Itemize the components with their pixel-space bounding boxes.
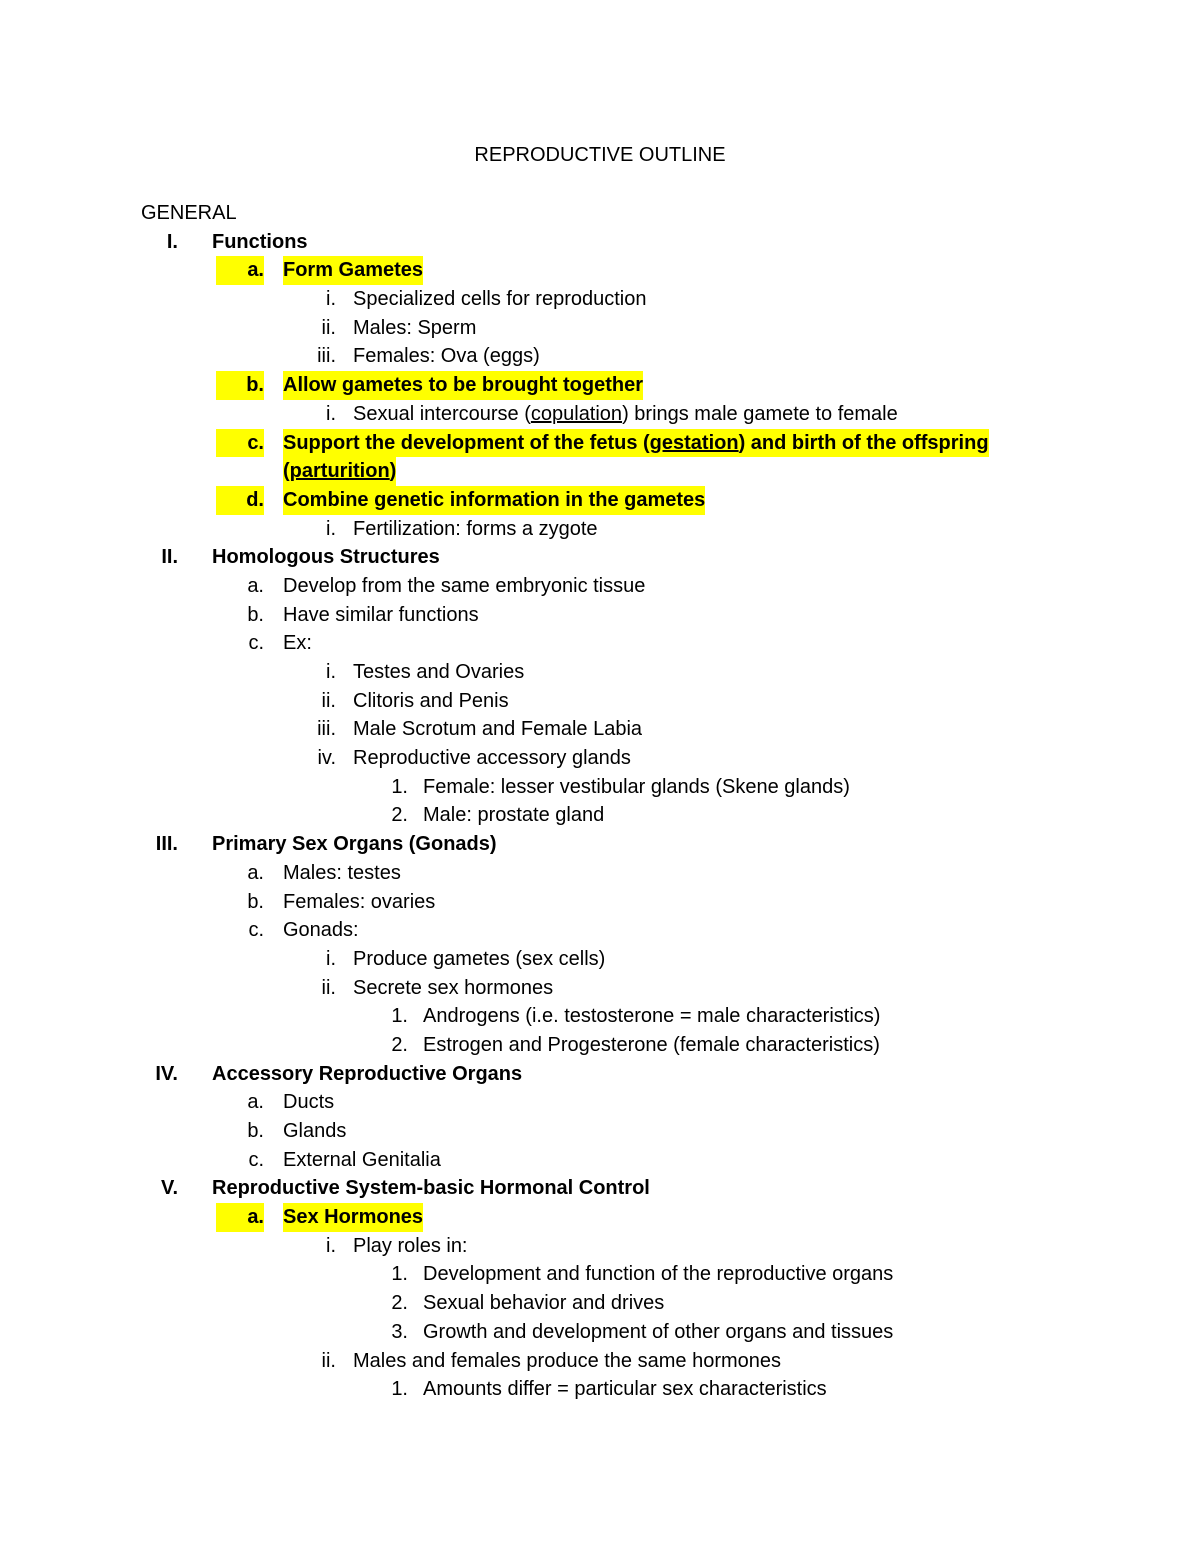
outline-item (0, 1146, 1200, 1175)
item-marker: V. (160, 1177, 178, 1200)
item-text: External Genitalia (283, 1148, 441, 1171)
item-marker: i. (326, 661, 336, 683)
item-marker: iv. (317, 747, 336, 770)
outline-item (0, 572, 1200, 601)
item-text: Gonads: (283, 919, 359, 942)
item-text: Male: prostate gland (423, 804, 605, 827)
item-marker: 1. (391, 1005, 408, 1028)
outline-item (0, 256, 1200, 285)
item-text: Reproductive accessory glands (353, 747, 631, 770)
item-text: Females: Ova (eggs) (353, 345, 540, 368)
item-marker: i. (326, 288, 336, 311)
item-text: Clitoris and Penis (353, 689, 509, 712)
item-text-pre: Sexual intercourse ( (353, 402, 531, 425)
section-heading (0, 199, 1200, 228)
item-marker: 1. (391, 1263, 408, 1286)
outline-item (0, 1318, 1200, 1347)
item-marker: i. (326, 947, 336, 970)
item-marker: d. (216, 486, 264, 515)
outline-item (0, 773, 1200, 802)
outline-item (0, 715, 1200, 744)
item-text: Accessory Reproductive Organs (212, 1062, 523, 1085)
outline-item (0, 629, 1200, 658)
item-marker: 3. (391, 1320, 408, 1343)
outline-item (0, 1031, 1200, 1060)
item-text (353, 400, 898, 429)
item-marker: c. (248, 632, 264, 655)
item-marker: 1. (391, 1378, 408, 1401)
item-text: Develop from the same embryonic tissue (283, 574, 646, 597)
item-text: Ex: (283, 632, 312, 655)
item-marker: a. (247, 1091, 264, 1114)
item-marker: a. (216, 1203, 264, 1232)
item-marker: i. (326, 517, 336, 540)
item-text: Androgens (i.e. testosterone = male characteristics) (423, 1005, 881, 1028)
outline-item (0, 1260, 1200, 1289)
item-marker: c. (248, 919, 264, 942)
outline-item (0, 228, 1200, 257)
outline-item (0, 859, 1200, 888)
item-marker: ii. (321, 316, 336, 339)
item-text: Functions (212, 230, 308, 253)
item-text-post: ) (389, 460, 397, 483)
item-text: Males: Sperm (353, 316, 477, 339)
item-marker: c. (248, 1148, 264, 1171)
item-text: Development and function of the reproductive organs (423, 1263, 894, 1286)
item-text: Homologous Structures (212, 546, 440, 569)
item-text: Combine genetic information in the gametes (283, 486, 705, 515)
outline-item (0, 916, 1200, 945)
outline-item (0, 1088, 1200, 1117)
section-heading-text: GENERAL (141, 202, 237, 224)
outline-item (0, 974, 1200, 1003)
outline (0, 199, 1200, 1404)
item-marker: b. (247, 890, 264, 913)
item-text (283, 457, 396, 486)
item-text: Ducts (283, 1091, 335, 1114)
outline-item (0, 1289, 1200, 1318)
item-marker: c. (216, 429, 264, 458)
item-text: Have similar functions (283, 603, 479, 626)
outline-item (0, 744, 1200, 773)
outline-item (0, 543, 1200, 572)
item-marker: a. (247, 574, 264, 597)
outline-item (0, 658, 1200, 687)
item-text: Allow gametes to be brought together (283, 371, 643, 400)
item-marker: 2. (391, 804, 408, 827)
item-marker: ii. (321, 689, 336, 712)
outline-item (0, 601, 1200, 630)
outline-item (0, 371, 1200, 400)
item-text: Male Scrotum and Female Labia (353, 718, 643, 741)
item-marker: b. (216, 371, 264, 400)
item-term: parturition (289, 460, 390, 483)
item-text: Female: lesser vestibular glands (Skene glands) (423, 775, 850, 798)
item-text: Sex Hormones (283, 1203, 423, 1232)
item-marker: ii. (321, 1349, 336, 1372)
item-text: Primary Sex Organs (Gonads) (212, 833, 497, 856)
item-text: Form Gametes (283, 256, 423, 285)
item-marker: II. (161, 546, 178, 569)
item-text: Females: ovaries (283, 890, 436, 913)
outline-item (0, 486, 1200, 515)
outline-item (0, 429, 1200, 458)
item-term: copulation (530, 402, 623, 425)
item-marker: ii. (321, 976, 336, 999)
outline-item (0, 830, 1200, 859)
item-text: Play roles in: (353, 1234, 468, 1257)
item-marker: iii. (317, 718, 336, 741)
item-marker: i. (326, 402, 336, 425)
outline-item (0, 1174, 1200, 1203)
outline-item (0, 687, 1200, 716)
item-text: Males and females produce the same hormones (353, 1349, 782, 1372)
item-marker: a. (247, 861, 264, 884)
outline-item (0, 801, 1200, 830)
item-text: Males: testes (283, 861, 401, 884)
item-text: Testes and Ovaries (353, 661, 525, 683)
item-marker: 2. (391, 1292, 408, 1315)
item-marker: iii. (317, 345, 336, 368)
item-text: Fertilization: forms a zygote (353, 517, 598, 540)
outline-item (0, 314, 1200, 343)
outline-item (0, 1060, 1200, 1089)
outline-item (0, 1232, 1200, 1261)
item-marker: III. (155, 833, 178, 856)
item-text (283, 429, 989, 458)
item-marker: 1. (391, 775, 408, 798)
item-text-pre: Support the development of the fetus ( (283, 431, 650, 454)
item-text: Specialized cells for reproduction (353, 288, 647, 311)
outline-item (0, 285, 1200, 314)
item-marker: i. (326, 1234, 336, 1257)
outline-item-continuation (0, 457, 1200, 486)
outline-item (0, 342, 1200, 371)
outline-item (0, 400, 1200, 429)
item-text: Glands (283, 1120, 347, 1142)
outline-item (0, 515, 1200, 544)
item-text-pre: ( (283, 460, 290, 483)
item-text: Secrete sex hormones (353, 976, 554, 999)
item-term: gestation (649, 431, 739, 454)
outline-item (0, 1375, 1200, 1404)
item-text: Amounts differ = particular sex characteristics (423, 1378, 827, 1401)
item-text: Sexual behavior and drives (423, 1292, 665, 1315)
item-marker: IV. (155, 1062, 178, 1085)
item-marker: I. (166, 230, 178, 253)
item-text-post: ) brings male gamete to female (622, 402, 898, 425)
outline-item (0, 945, 1200, 974)
item-text: Produce gametes (sex cells) (353, 947, 606, 970)
outline-item (0, 1117, 1200, 1146)
item-marker: b. (247, 603, 264, 626)
outline-item (0, 888, 1200, 917)
item-text: Estrogen and Progesterone (female characteristics) (423, 1033, 880, 1056)
item-marker: b. (247, 1120, 264, 1142)
item-marker: 2. (391, 1033, 408, 1056)
outline-item (0, 1203, 1200, 1232)
outline-item (0, 1002, 1200, 1031)
document-title: REPRODUCTIVE OUTLINE (474, 144, 726, 166)
item-text-post: ) and birth of the offspring (738, 431, 989, 454)
item-marker: a. (216, 256, 264, 285)
item-text: Reproductive System-basic Hormonal Control (212, 1177, 650, 1200)
outline-item (0, 1347, 1200, 1376)
item-text: Growth and development of other organs and tissues (423, 1320, 894, 1343)
